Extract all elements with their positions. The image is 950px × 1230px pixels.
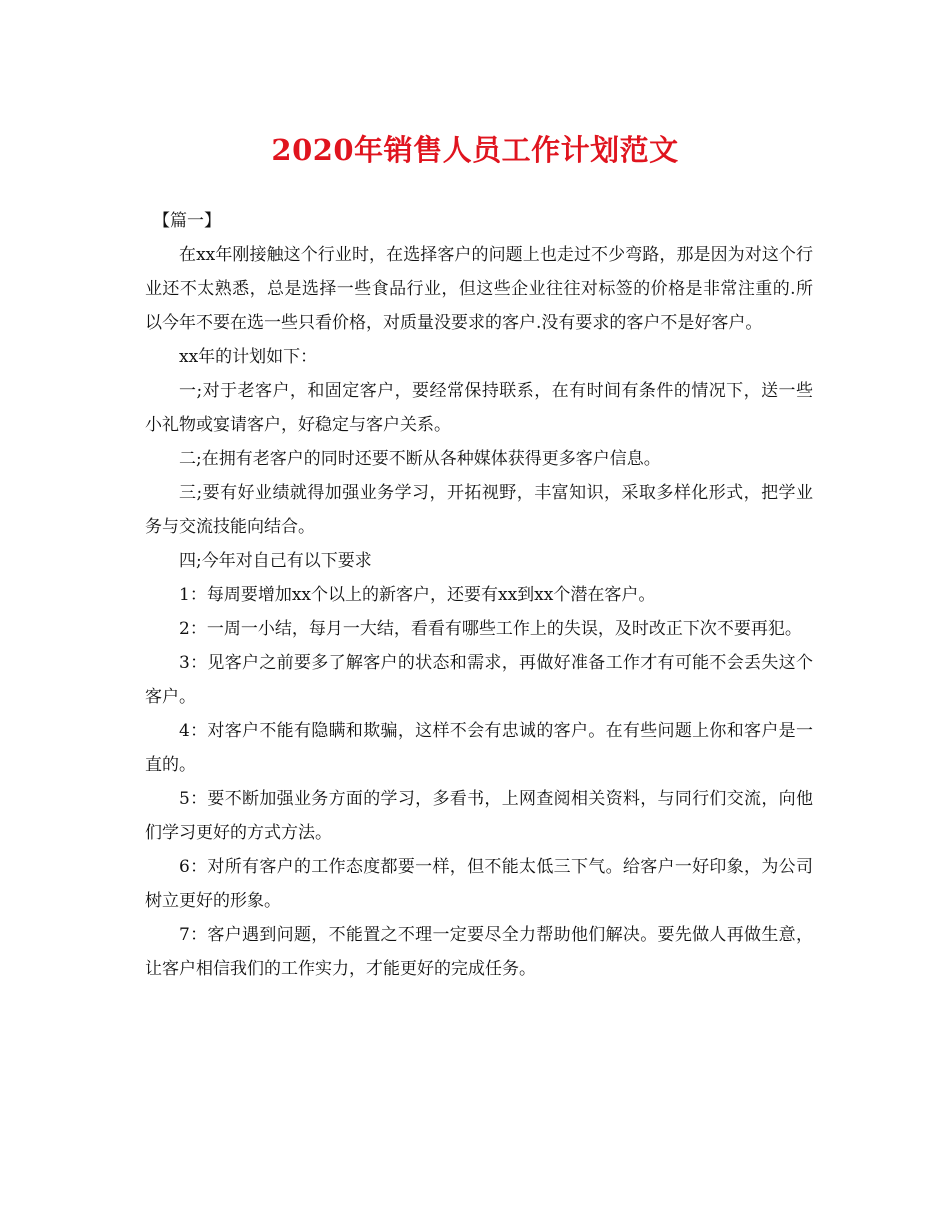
- paragraph-intro: 在xx年刚接触这个行业时，在选择客户的问题上也走过不少弯路，那是因为对这个行业还不太熟悉，总是选择一些食品行业，但这些企业往往对标签的价格是非常注重的.所以今年不要在选一些只看价格，对质量没要求的客户.没有要求的客户不是好客户。: [145, 245, 813, 333]
- document-title: 2020年销售人员工作计划范文: [271, 133, 679, 167]
- paragraph-item-2: 2：一周一小结，每月一大结，看看有哪些工作上的失误，及时改正下次不要再犯。: [179, 619, 802, 639]
- section-heading: 【篇一】: [153, 211, 221, 231]
- paragraph-plan-3: 三;要有好业绩就得加强业务学习，开拓视野，丰富知识，采取多样化形式，把学业务与交流技能向结合。: [145, 483, 813, 537]
- paragraph-plan-heading: xx年的计划如下：: [179, 347, 318, 367]
- paragraph-item-6: 6：对所有客户的工作态度都要一样，但不能太低三下气。给客户一好印象，为公司树立更好的形象。: [145, 857, 813, 911]
- paragraph-plan-2: 二;在拥有老客户的同时还要不断从各种媒体获得更多客户信息。: [179, 449, 661, 469]
- paragraph-item-1: 1：每周要增加xx个以上的新客户，还要有xx到xx个潜在客户。: [179, 585, 656, 605]
- paragraph-item-7: 7：客户遇到问题，不能置之不理一定要尽全力帮助他们解决。要先做人再做生意，让客户相信我们的工作实力，才能更好的完成任务。: [145, 925, 813, 979]
- paragraph-item-4: 4：对客户不能有隐瞒和欺骗，这样不会有忠诚的客户。在有些问题上你和客户是一直的。: [145, 721, 813, 775]
- paragraph-plan-4: 四;今年对自己有以下要求: [179, 551, 372, 571]
- paragraph-item-3: 3：见客户之前要多了解客户的状态和需求，再做好准备工作才有可能不会丢失这个客户。: [145, 653, 813, 707]
- paragraph-plan-1: 一;对于老客户，和固定客户，要经常保持联系，在有时间有条件的情况下，送一些小礼物或宴请客户，好稳定与客户关系。: [145, 381, 813, 435]
- paragraph-item-5: 5：要不断加强业务方面的学习，多看书，上网查阅相关资料，与同行们交流，向他们学习更好的方式方法。: [145, 789, 813, 843]
- document-body: [145, 204, 813, 986]
